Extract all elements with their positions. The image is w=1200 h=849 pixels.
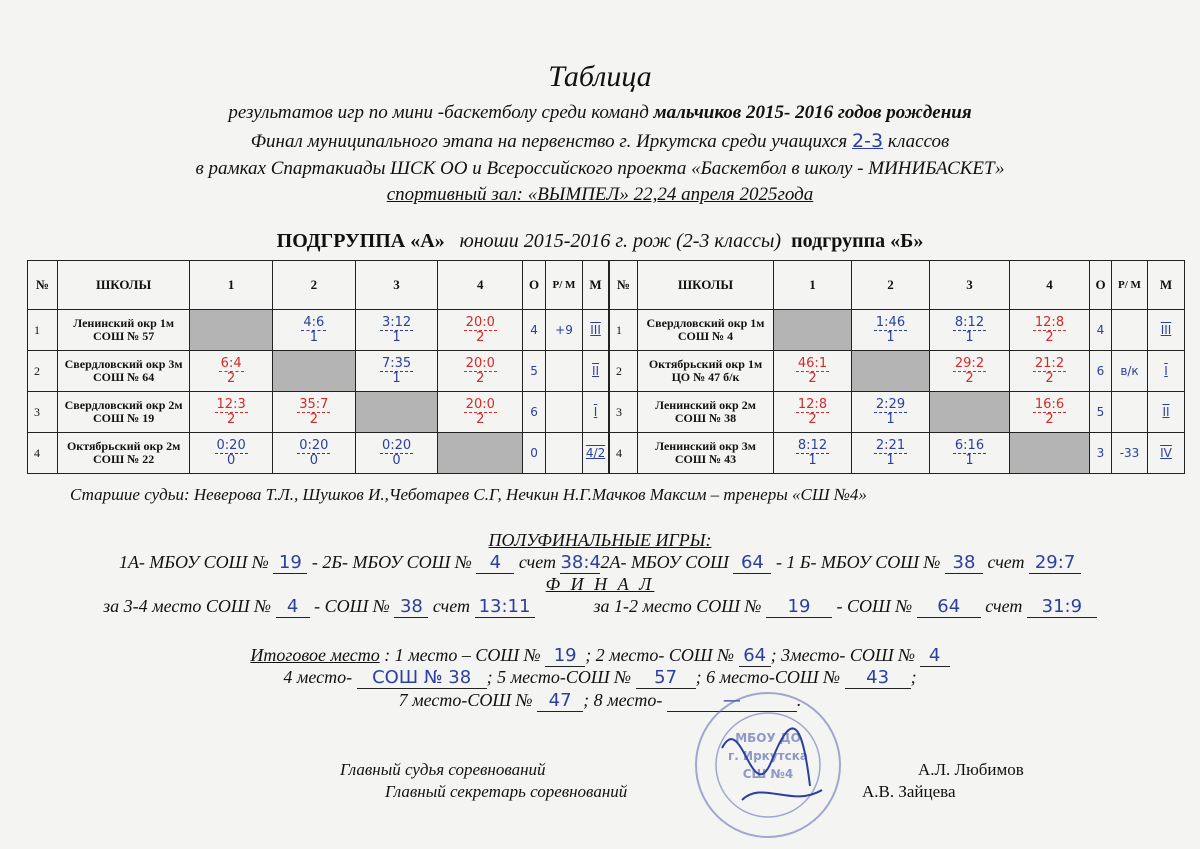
match-score [380,439,413,468]
semifinal-heading: ПОЛУФИНАЛЬНЫЕ ИГРЫ: [488,530,712,550]
school-district: Октябрьский окр 2м [66,439,181,453]
sf-text-5: - 1 Б- МБОУ СОШ № [771,552,945,572]
col-3: 3 [930,261,1010,310]
score-cell [438,392,523,433]
match-score [301,316,326,345]
header-line-3: в рамках Спартакиады ШСК ОО и Всероссийского проекта «Баскетбол в школу - МИНИБАСКЕТ» [195,158,1005,179]
totals-text-5: ; 5 место-СОШ № [486,667,636,687]
score-cell [355,351,438,392]
score-value: 4:6 [303,314,325,330]
school-number: СОШ № 19 [93,411,155,425]
points-total: 4 [523,310,546,351]
totals-text-1: : 1 место – СОШ № [379,645,546,665]
score-difference: в/к [1112,351,1148,392]
match-score [1033,357,1066,386]
score-value: 2:21 [875,437,906,453]
match-score [953,357,986,386]
match-score [380,316,413,345]
totals-text-7: ; [910,667,917,687]
totals-text-2: ; 2 место- СОШ № [585,645,739,665]
score-value: 0:20 [216,437,246,453]
col-place: М [1148,261,1185,310]
score-points: 1 [965,452,974,468]
col-4: 4 [1010,261,1090,310]
school-name [57,351,189,392]
score-points: 1 [965,329,974,345]
sf-value-2: 4 [476,552,514,574]
fin-text-4: за 1-2 место СОШ № [593,596,766,616]
score-difference [545,392,582,433]
header-line-1-bold: мальчиков 2015- 2016 годов рождения [653,102,972,123]
score-points: 2 [1045,370,1054,386]
match-score [1033,316,1066,345]
score-value: 0:20 [299,437,329,453]
sf-value-6: 29:7 [1029,552,1081,574]
final-place: III [1148,310,1185,351]
score-cell [852,351,930,392]
match-score [219,357,244,386]
totals-line-3 [0,690,1200,712]
score-cell [1010,392,1090,433]
final-place: III [583,310,609,351]
score-cell [930,433,1010,474]
subgroup-heading [0,230,1200,253]
header-line-1-text: результатов игр по мини -баскетболу среди команд [228,102,654,123]
score-difference [545,351,582,392]
match-score [215,398,248,427]
score-value: 7:35 [381,355,412,371]
score-cell [355,433,438,474]
col-1: 1 [774,261,852,310]
chief-secretary-label: Главный секретарь соревнований [385,782,628,801]
header-line-2 [0,130,1200,153]
row-number: 2 [28,351,58,392]
score-cell [438,433,523,474]
table-row [28,392,609,433]
score-cell [190,392,273,433]
fin-value-2: 38 [394,596,428,618]
score-cell [272,310,355,351]
fin-value-3: 13:11 [475,596,535,618]
place-5: 57 [636,667,696,689]
match-score [297,398,330,427]
score-cell [930,392,1010,433]
score-cell [852,310,930,351]
header-line-2-handwritten: 2-3 [852,130,884,152]
score-cell [272,351,355,392]
place-1: 19 [545,645,585,667]
age-label: юноши 2015-2016 г. рож (2-3 классы) [459,230,782,252]
place-7: 47 [537,690,583,712]
school-district: Ленинский окр 2м [655,398,756,412]
school-name [638,310,774,351]
table-row [610,351,1185,392]
match-score [953,316,986,345]
group-a-label: ПОДГРУППА «А» [276,230,445,252]
score-value: 35:7 [299,396,329,412]
stamp-line-1: МБОУ ДО [735,731,801,745]
final-place: IV [1148,433,1185,474]
score-points: 1 [392,370,401,386]
sf-text-6: счет [982,552,1030,572]
match-score [796,439,829,468]
score-cell [272,392,355,433]
school-district: Октябрьский окр 1м [648,357,763,371]
score-value: 6:4 [220,355,242,371]
score-cell [852,392,930,433]
document-title: Таблица [548,60,652,93]
score-cell [355,310,438,351]
score-points: 0 [392,452,401,468]
score-points: 2 [476,329,485,345]
chief-judge-name: А.Л. Любимов [918,760,1024,779]
final-place: II [583,351,609,392]
header-line-4: спортивный зал: «ВЫМПЕЛ» 22,24 апреля 2025года [386,184,814,205]
points-total: 6 [523,392,546,433]
points-total: 6 [1090,351,1112,392]
col-schools: ШКОЛЫ [57,261,189,310]
chief-judge-label: Главный судья соревнований [340,760,546,779]
match-score [796,357,829,386]
school-number: СОШ № 4 [677,329,734,343]
place-6: 43 [845,667,911,689]
header-line-2-tail: классов [883,131,950,152]
header-line-2-text: Финал муниципального этапа на первенство г. Иркутска среди учащихся [250,131,853,152]
match-score [464,357,497,386]
stamp-line-2: г. Иркутска [728,749,808,763]
match-score [297,439,330,468]
school-district: Ленинский окр 3м [655,439,756,453]
col-3: 3 [355,261,438,310]
score-points: 2 [1045,411,1054,427]
score-value: 20:0 [465,396,495,412]
fin-value-5: 64 [917,596,981,618]
group-b-table [609,260,1185,474]
table-row [28,433,609,474]
col-2: 2 [272,261,355,310]
points-total: 0 [523,433,546,474]
score-value: 2:29 [875,396,906,412]
final-heading: Ф И Н А Л [545,574,655,594]
row-number: 3 [610,392,638,433]
place-8: — [667,690,797,712]
group-b-header-row [610,261,1185,310]
sf-value-4: 64 [733,552,771,574]
points-total: 5 [1090,392,1112,433]
score-cell [930,310,1010,351]
col-1: 1 [190,261,273,310]
row-number: 4 [610,433,638,474]
final-place: I [583,392,609,433]
school-name [638,392,774,433]
group-a-header-row [28,261,609,310]
row-number: 1 [28,310,58,351]
score-points: 1 [808,452,817,468]
stamp-line-3: СШ №4 [742,767,794,781]
points-total: 3 [1090,433,1112,474]
score-points: 1 [886,452,895,468]
totals-text-6: ; 6 место-СОШ № [695,667,845,687]
fin-text-2: - СОШ № [309,596,395,616]
col-points: О [523,261,546,310]
match-score [953,439,986,468]
school-district: Свердловский окр 3м [64,357,183,371]
fin-text-5: - СОШ № [832,596,917,616]
score-cell [272,433,355,474]
school-district: Свердловский окр 2м [64,398,183,412]
col-place: М [583,261,609,310]
score-difference: +9 [545,310,582,351]
table-row [610,433,1185,474]
school-district: Ленинский окр 1м [73,316,174,330]
school-name [638,433,774,474]
school-name [57,433,189,474]
score-difference [1112,310,1148,351]
score-points: 2 [226,411,236,427]
match-score [874,316,907,345]
fin-value-4: 19 [766,596,832,618]
school-name [57,392,189,433]
score-difference [1112,392,1148,433]
score-cell [774,392,852,433]
points-total: 5 [523,351,546,392]
score-cell [930,351,1010,392]
match-score [1033,398,1066,427]
fin-text-1: за 3-4 место СОШ № [103,596,276,616]
score-value: 3:12 [381,314,412,330]
col-num: № [28,261,58,310]
score-points: 1 [886,329,895,345]
sf-text-1: 1А- МБОУ СОШ № [118,552,274,572]
score-points: 2 [1045,329,1054,345]
match-score [464,398,497,427]
score-points: 2 [965,370,974,386]
score-cell [438,310,523,351]
score-cell [1010,351,1090,392]
score-cell [1010,310,1090,351]
col-schools: ШКОЛЫ [638,261,774,310]
fin-text-3: счет [428,596,475,616]
totals-line-2 [0,667,1200,689]
totals-text-8: 7 место-СОШ № [398,690,538,710]
totals-line-1 [0,645,1200,667]
score-points: 2 [309,411,318,427]
totals-text-9: ; 8 место- [583,690,667,710]
score-points: 2 [808,370,817,386]
fin-value-6: 31:9 [1027,596,1097,618]
score-cell [774,433,852,474]
score-cell [774,351,852,392]
sf-value-1: 19 [273,552,307,574]
col-num: № [610,261,638,310]
row-number: 4 [28,433,58,474]
school-number: СОШ № 64 [93,370,155,384]
score-value: 16:6 [1034,396,1065,412]
final-line [0,596,1200,618]
group-b-label: подгруппа «Б» [791,230,924,252]
school-number: СОШ № 38 [674,411,737,425]
match-score [796,398,829,427]
score-value: 12:8 [1034,314,1065,330]
table-row [610,392,1185,433]
final-place: II [1148,392,1185,433]
score-value: 21:2 [1034,355,1065,371]
col-diff: Р/ М [545,261,582,310]
semifinal-line [0,552,1200,574]
score-value: 29:2 [954,355,985,371]
score-difference [545,433,582,474]
score-value: 1:46 [875,314,906,330]
chief-secretary-name: А.В. Зайцева [862,782,956,801]
score-points: 2 [808,411,817,427]
group-a-table [27,260,609,474]
score-value: 46:1 [797,355,828,371]
sf-text-3: счет [514,552,561,572]
sf-text-4: 2А- МБОУ СОШ [600,552,734,572]
score-cell [774,310,852,351]
senior-judges: Старшие судьи: Неверова Т.Л., Шушков И.,Чеботарев С.Г, Нечкин Н.Г.Мачков Максим – тренеры «СШ №4» [70,485,867,504]
score-difference: -33 [1112,433,1148,474]
school-number: СОШ № 22 [93,452,155,466]
match-score [380,357,413,386]
row-number: 1 [610,310,638,351]
score-points: 2 [226,370,236,386]
official-stamp [682,690,854,840]
score-cell [1010,433,1090,474]
col-4: 4 [438,261,523,310]
score-value: 8:12 [797,437,828,453]
match-score [874,398,907,427]
score-cell [190,310,273,351]
score-cell [852,433,930,474]
place-4: СОШ № 38 [357,667,487,689]
sf-value-5: 38 [945,552,983,574]
score-value: 8:12 [954,314,985,330]
score-value: 20:0 [465,314,495,330]
score-points: 2 [476,411,485,427]
score-points: 1 [392,329,401,345]
score-points: 0 [226,452,236,468]
score-cell [190,351,273,392]
totals-text-3: ; 3место- СОШ № [770,645,920,665]
sf-text-2: - 2Б- МБОУ СОШ № [307,552,477,572]
totals-heading: Итоговое место [250,645,380,665]
table-row [610,310,1185,351]
score-points: 0 [309,452,318,468]
score-value: 12:3 [216,396,246,412]
score-points: 1 [886,411,895,427]
header-line-1 [0,102,1200,124]
school-number: ЦО № 47 б/к [671,370,740,384]
school-district: Свердловский окр 1м [646,316,765,330]
totals-text-4: 4 место- [283,667,357,687]
col-diff: Р/ М [1112,261,1148,310]
row-number: 3 [28,392,58,433]
col-2: 2 [852,261,930,310]
score-points: 2 [476,370,485,386]
match-score [464,316,497,345]
fin-value-1: 4 [276,596,310,618]
score-cell [190,433,273,474]
table-row [28,351,609,392]
score-cell [438,351,523,392]
school-number: СОШ № 57 [93,329,155,343]
table-row [28,310,609,351]
col-points: О [1090,261,1112,310]
score-value: 12:8 [797,396,828,412]
school-name [57,310,189,351]
row-number: 2 [610,351,638,392]
fin-text-6: счет [980,596,1027,616]
place-3: 4 [920,645,950,667]
final-place: 4/2 [583,433,609,474]
score-value: 0:20 [381,437,412,453]
score-value: 20:0 [465,355,495,371]
final-place: I [1148,351,1185,392]
match-score [874,439,907,468]
match-score [215,439,248,468]
school-name [638,351,774,392]
points-total: 4 [1090,310,1112,351]
score-value: 6:16 [954,437,985,453]
sf-value-3: 38:4 [560,552,601,573]
totals-text-10: . [796,690,802,710]
school-number: СОШ № 43 [674,452,737,466]
score-cell [355,392,438,433]
place-2: 64 [739,645,771,667]
score-points: 1 [309,329,318,345]
